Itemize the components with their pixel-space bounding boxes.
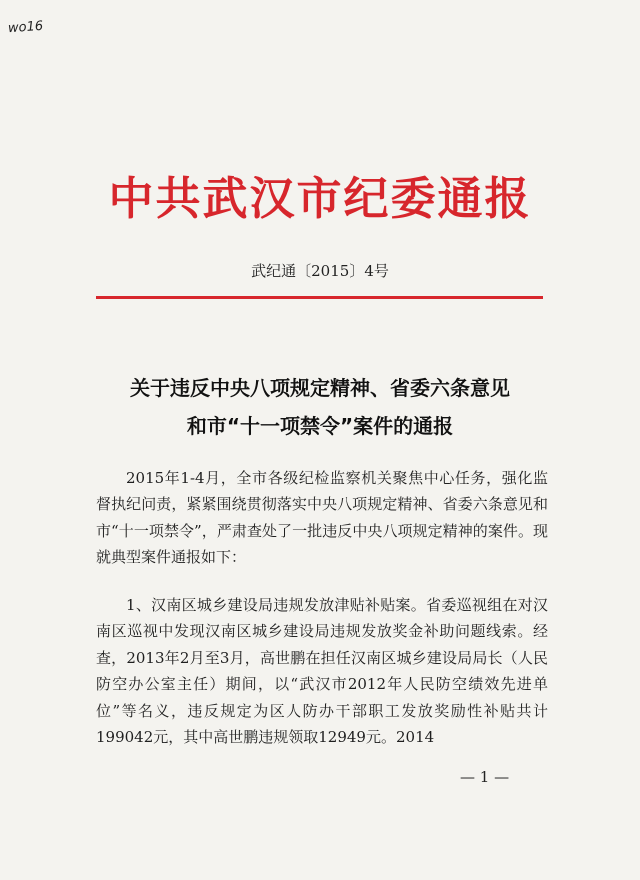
red-divider xyxy=(96,296,543,299)
page-number: — 1 — xyxy=(460,768,510,786)
notice-title-line-1: 关于违反中央八项规定精神、省委六条意见 xyxy=(130,376,510,400)
body-paragraph-case-1: 1、汉南区城乡建设局违规发放津贴补贴案。省委巡视组在对汉南区巡视中发现汉南区城乡建设局违规发放奖金补助问题线索。经查，2013年2月至3月，高世鹏在担任汉南区城乡建设局局长（人民防空办公室主任）期间，以“武汉市2012年人民防空绩效先进单位”等名义，违反规定为区人防办干部职工发放奖励性补贴共计199042元，其中高世鹏违规领取12949元。2014 xyxy=(96,596,548,747)
body-paragraph-intro: 2015年1-4月，全市各级纪检监察机关聚焦中心任务，强化监督执纪问责，紧紧围绕贯彻落实中央八项规定精神、省委六条意见和市“十一项禁令”，严肃查处了一批违反中央八项规定精神的案件。现就典型案件通报如下： xyxy=(96,469,548,567)
masthead-title: 中共武汉市纪委通报 xyxy=(108,172,532,225)
notice-title-line-2: 和市“十一项禁令”案件的通报 xyxy=(186,414,454,438)
document-number: 武纪通〔2015〕4号 xyxy=(251,262,389,280)
handwritten-mark: wo16 xyxy=(7,18,44,37)
